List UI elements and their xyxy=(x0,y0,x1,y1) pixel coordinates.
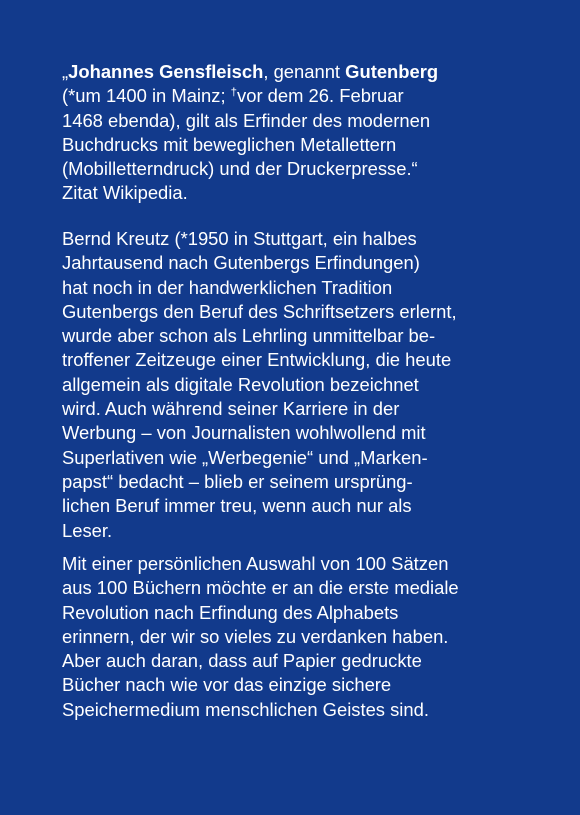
death-text: vor dem 26. Februar xyxy=(237,85,404,107)
bio-line: Werbung – von Journalisten wohlwollend mit xyxy=(62,422,426,444)
purpose-line: Mit einer persönlichen Auswahl von 100 Sätzen xyxy=(62,553,449,574)
bio-line: Jahrtausend nach Gutenbergs Erfindungen) xyxy=(62,252,420,274)
purpose-line: Bücher nach wie vor das einzige sichere xyxy=(62,674,392,696)
quote-source: Zitat Wikipedia. xyxy=(62,182,188,204)
birth-text: (*um 1400 in Mainz; xyxy=(62,85,231,107)
gutenberg-quote-paragraph xyxy=(62,60,562,206)
name-gutenberg: Gutenberg xyxy=(345,61,439,82)
quote-line-2 xyxy=(62,84,562,108)
bio-line: Leser. xyxy=(62,519,113,541)
bio-line: troffener Zeitzeuge einer Entwicklung, die heute xyxy=(62,349,452,371)
opening-quote-mark: „ xyxy=(62,61,69,82)
bio-line: Bernd Kreutz (*1950 in Stuttgart, ein halbes xyxy=(62,228,417,249)
genannt-text: , genannt xyxy=(263,61,346,82)
purpose-line: Speichermedium menschlichen Geistes sind. xyxy=(62,698,429,720)
bio-line: hat noch in der handwerklichen Tradition xyxy=(62,276,393,298)
bio-line: wird. Auch während seiner Karriere in der xyxy=(62,398,400,420)
purpose-line: erinnern, der wir so vieles zu verdanken haben. xyxy=(62,625,449,647)
bio-line: lichen Beruf immer treu, wenn auch nur als xyxy=(62,495,412,517)
purpose-line: aus 100 Büchern möchte er an die erste mediale xyxy=(62,577,459,599)
name-johannes-gensfleisch: Johannes Gensfleisch xyxy=(68,61,264,82)
book-purpose-paragraph xyxy=(62,552,562,722)
bio-line: wurde aber schon als Lehrling unmittelbar be- xyxy=(62,325,436,347)
bio-line: allgemein als digitale Revolution bezeichnet xyxy=(62,373,419,395)
bio-line: Superlativen wie „Werbegenie“ und „Marken- xyxy=(62,446,428,468)
quote-line-5: (Mobilletterndruck) und der Druckerpresse.“ xyxy=(62,158,418,180)
quote-line-3: 1468 ebenda), gilt als Erfinder des modernen xyxy=(62,109,431,131)
purpose-line: Revolution nach Erfindung des Alphabets xyxy=(62,601,399,623)
dagger-symbol: † xyxy=(230,87,238,100)
quote-line-4: Buchdrucks mit beweglichen Metallettern xyxy=(62,133,397,155)
bio-line: papst“ bedacht – blieb er seinem ursprüng- xyxy=(62,470,413,492)
author-biography-paragraph xyxy=(62,227,562,543)
bio-line: Gutenbergs den Beruf des Schriftsetzers erlernt, xyxy=(62,300,457,322)
quote-line-1 xyxy=(62,60,562,84)
purpose-line: Aber auch daran, dass auf Papier gedruckte xyxy=(62,650,422,672)
